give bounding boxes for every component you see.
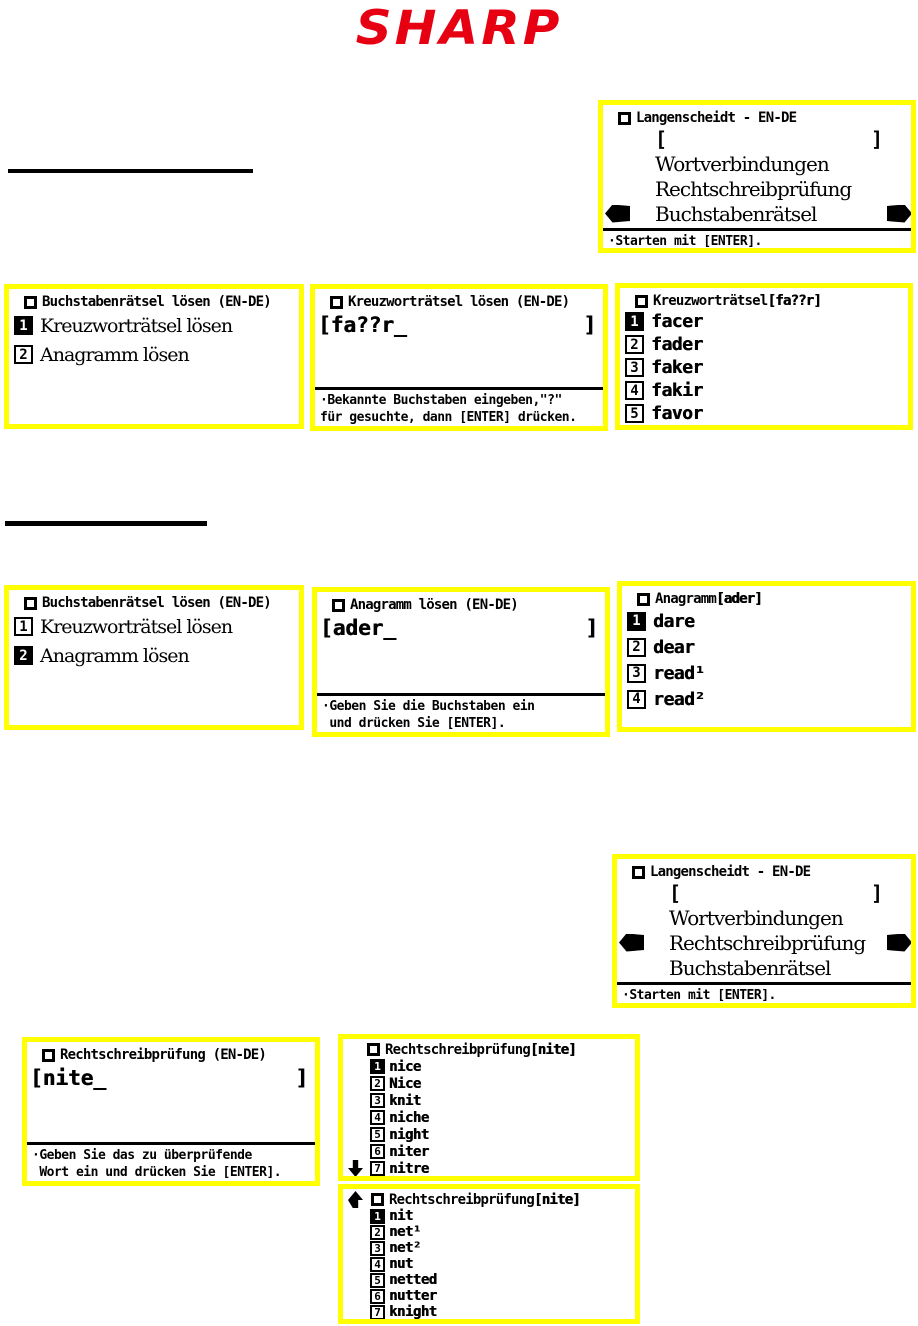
result-word: dare: [653, 610, 695, 632]
screen-title-row: [315, 289, 603, 311]
title-square-icon: [635, 295, 648, 308]
section-rule-crossword: [8, 169, 253, 173]
menu-item-rechtschreibpruefung-selected[interactable]: [617, 930, 911, 955]
item-number-badge: 1: [370, 1059, 385, 1074]
item-number-badge: 3: [370, 1093, 385, 1108]
title-square-icon: [367, 1043, 380, 1056]
instruction-line: und drücken Sie [ENTER].: [322, 716, 506, 731]
item-number-badge: 5: [370, 1127, 385, 1142]
result-word: knight: [389, 1304, 437, 1320]
menu-item-label: Buchstabenrätsel: [669, 955, 831, 980]
item-number-badge: 2: [370, 1225, 385, 1240]
screen-title: Langenscheidt - EN-DE: [650, 864, 811, 880]
nav-left-arrow-icon: [605, 205, 630, 223]
divider: [603, 228, 911, 231]
result-word: facer: [651, 311, 703, 332]
screen-title: Anagramm[ader]: [655, 591, 762, 607]
screen-title-row: [620, 288, 908, 310]
input-value: [fa??r_: [318, 312, 407, 337]
item-number-badge: 4: [370, 1257, 385, 1272]
result-word: read¹: [653, 662, 705, 684]
item-number-badge: 2: [370, 1076, 385, 1091]
item-number-badge: 4: [625, 381, 644, 400]
item-number-badge: 2: [625, 335, 644, 354]
result-item[interactable]: [343, 1272, 635, 1288]
lcd-screen-crossword-input: [310, 284, 608, 431]
screen-title-row: [9, 289, 299, 311]
nav-left-arrow-icon: [619, 934, 644, 952]
result-word: fakir: [651, 380, 703, 401]
input-value: [nite_: [30, 1065, 106, 1090]
bracket-close: ]: [870, 127, 883, 151]
list-item[interactable]: [9, 311, 299, 340]
item-number-badge: 5: [625, 404, 644, 423]
result-item[interactable]: [343, 1208, 635, 1224]
screen-title: Anagramm lösen (EN-DE): [350, 597, 518, 613]
result-item[interactable]: [620, 402, 908, 425]
screen-title-row: [343, 1039, 635, 1058]
screen-title-row: [603, 105, 911, 127]
lcd-screen-crossword-results: [615, 283, 913, 430]
screen-title: Rechtschreibprüfung[nite]: [385, 1041, 576, 1058]
item-number-badge: 7: [370, 1305, 385, 1320]
screen-title: Rechtschreibprüfung[nite]: [389, 1191, 580, 1208]
item-number-badge: 2: [14, 646, 33, 665]
result-word: faker: [651, 357, 703, 378]
result-word: favor: [651, 403, 703, 424]
title-square-icon: [371, 1193, 384, 1206]
word-input-field[interactable]: [315, 311, 603, 338]
lcd-screen-menu-rechtschreibpruefung: [612, 854, 916, 1008]
divider: [27, 1142, 315, 1145]
result-item[interactable]: [343, 1126, 635, 1143]
screen-title: Kreuzworträtsel[fa??r]: [653, 293, 821, 309]
menu-item-wortverbindungen[interactable]: [603, 151, 911, 176]
screen-title: Langenscheidt - EN-DE: [636, 110, 797, 126]
menu-item-label: Wortverbindungen: [669, 905, 843, 930]
menu-item-wortverbindungen[interactable]: [617, 905, 911, 930]
item-number-badge: 6: [370, 1289, 385, 1304]
result-word: nitre: [389, 1160, 429, 1177]
lcd-screen-puzzle-menu-crossword: [4, 284, 304, 429]
result-word: nutter: [389, 1288, 437, 1304]
menu-item-label: Buchstabenrätsel: [655, 201, 817, 226]
result-item[interactable]: [622, 608, 911, 634]
result-word: nut: [389, 1256, 413, 1272]
title-square-icon: [332, 599, 345, 612]
screen-title-row: [622, 586, 911, 608]
result-word: net¹: [389, 1224, 421, 1240]
word-input-field[interactable]: [317, 614, 605, 641]
screen-title: Buchstabenrätsel lösen (EN-DE): [42, 595, 271, 611]
instruction-line: Wort ein und drücken Sie [ENTER].: [32, 1165, 282, 1180]
lcd-screen-spellcheck-results-page1: [338, 1034, 640, 1181]
result-word: niter: [389, 1143, 429, 1160]
list-item[interactable]: [9, 612, 299, 641]
bracket-close: ]: [585, 615, 598, 640]
divider: [315, 387, 603, 390]
item-number-badge: 7: [370, 1161, 385, 1176]
bracket-close: ]: [583, 312, 596, 337]
bracket-close: ]: [870, 881, 883, 905]
title-square-icon: [632, 866, 645, 879]
screen-title: Rechtschreibprüfung (EN-DE): [60, 1047, 266, 1063]
result-item[interactable]: [343, 1160, 635, 1177]
result-word: netted: [389, 1272, 437, 1288]
screen-title-row: [317, 592, 605, 614]
list-item-label: Anagramm lösen: [40, 343, 189, 366]
screen-title: Buchstabenrätsel lösen (EN-DE): [42, 294, 271, 310]
menu-item-label: Rechtschreibprüfung: [655, 176, 852, 201]
menu-item-label: Wortverbindungen: [655, 151, 829, 176]
result-item[interactable]: [622, 634, 911, 660]
item-number-badge: 1: [625, 312, 644, 331]
result-item[interactable]: [343, 1109, 635, 1126]
result-item[interactable]: [622, 686, 911, 712]
scroll-down-icon[interactable]: [348, 1160, 363, 1177]
section-rule-anagram: [5, 521, 207, 526]
instruction-line: ·Geben Sie die Buchstaben ein: [322, 699, 535, 714]
item-number-badge: 1: [14, 617, 33, 636]
item-number-badge: 5: [370, 1273, 385, 1288]
instruction-line: ·Geben Sie das zu überprüfende: [32, 1148, 252, 1163]
title-square-icon: [24, 597, 37, 610]
result-item[interactable]: [343, 1224, 635, 1240]
result-word: Nice: [389, 1075, 421, 1092]
menu-item-buchstabenraetsel[interactable]: [617, 955, 911, 980]
sharp-logo: SHARP: [355, 0, 563, 56]
title-square-icon: [618, 112, 631, 125]
bracket-open: [: [669, 881, 682, 905]
result-item[interactable]: [343, 1256, 635, 1272]
search-input-field[interactable]: [617, 881, 911, 905]
title-square-icon: [42, 1049, 55, 1062]
result-item[interactable]: [343, 1304, 635, 1320]
bracket-close: ]: [295, 1065, 308, 1090]
lcd-screen-menu-buchstabenraetsel: [598, 100, 916, 253]
item-number-badge: 1: [14, 316, 33, 335]
menu-item-buchstabenraetsel-selected[interactable]: [603, 201, 911, 226]
instruction-line: ·Starten mit [ENTER].: [608, 234, 762, 249]
result-word: read²: [653, 688, 705, 710]
input-value: [ader_: [320, 615, 396, 640]
title-square-icon: [330, 296, 343, 309]
lcd-screen-spellcheck-results-page2: [338, 1184, 640, 1324]
result-item[interactable]: [343, 1288, 635, 1304]
result-word: knit: [389, 1092, 421, 1109]
list-item-label: Anagramm lösen: [40, 644, 189, 667]
lcd-screen-puzzle-menu-anagram: [4, 585, 304, 730]
bracket-open: [: [655, 127, 668, 151]
item-number-badge: 4: [627, 690, 646, 709]
search-input-field[interactable]: [603, 127, 911, 151]
screen-title-row: [343, 1189, 635, 1208]
result-word: night: [389, 1126, 429, 1143]
screen-title-row: [9, 590, 299, 612]
item-number-badge: 1: [370, 1209, 385, 1224]
item-number-badge: 4: [370, 1110, 385, 1125]
item-number-badge: 3: [627, 664, 646, 683]
result-item[interactable]: [620, 356, 908, 379]
result-word: dear: [653, 636, 695, 658]
result-word: niche: [389, 1109, 429, 1126]
word-input-field[interactable]: [27, 1064, 315, 1091]
divider: [317, 693, 605, 696]
instruction-line: ·Starten mit [ENTER].: [622, 988, 776, 1003]
result-item[interactable]: [343, 1092, 635, 1109]
result-word: nit: [389, 1208, 413, 1224]
item-number-badge: 6: [370, 1144, 385, 1159]
result-item[interactable]: [620, 310, 908, 333]
lcd-screen-anagram-results: [617, 581, 916, 732]
list-item-label: Kreuzworträtsel lösen: [40, 314, 233, 337]
screen-title-row: [617, 859, 911, 881]
result-item[interactable]: [620, 379, 908, 402]
title-square-icon: [24, 296, 37, 309]
nav-right-arrow-icon: [887, 205, 912, 223]
result-item[interactable]: [343, 1075, 635, 1092]
screen-title: Kreuzworträtsel lösen (EN-DE): [348, 294, 570, 310]
result-item[interactable]: [343, 1143, 635, 1160]
title-square-icon: [637, 593, 650, 606]
item-number-badge: 1: [627, 612, 646, 631]
instruction-line: für gesuchte, dann [ENTER] drücken.: [320, 410, 577, 425]
nav-right-arrow-icon: [887, 934, 912, 952]
result-item[interactable]: [343, 1240, 635, 1256]
item-number-badge: 2: [14, 345, 33, 364]
lcd-screen-anagram-input: [312, 587, 610, 737]
result-item[interactable]: [343, 1058, 635, 1075]
item-number-badge: 3: [625, 358, 644, 377]
list-item[interactable]: [9, 340, 299, 369]
result-word: nice: [389, 1058, 421, 1075]
lcd-screen-spellcheck-input: [22, 1037, 320, 1186]
item-number-badge: 3: [370, 1241, 385, 1256]
divider: [617, 982, 911, 985]
result-word: fader: [651, 334, 703, 355]
result-item[interactable]: [620, 333, 908, 356]
list-item[interactable]: [9, 641, 299, 670]
menu-item-label: Rechtschreibprüfung: [669, 930, 866, 955]
menu-item-rechtschreibpruefung[interactable]: [603, 176, 911, 201]
scroll-up-icon[interactable]: [348, 1191, 363, 1208]
instruction-line: ·Bekannte Buchstaben eingeben,"?": [320, 393, 562, 408]
result-item[interactable]: [622, 660, 911, 686]
screen-title-row: [27, 1042, 315, 1064]
item-number-badge: 2: [627, 638, 646, 657]
result-word: net²: [389, 1240, 421, 1256]
list-item-label: Kreuzworträtsel lösen: [40, 615, 233, 638]
